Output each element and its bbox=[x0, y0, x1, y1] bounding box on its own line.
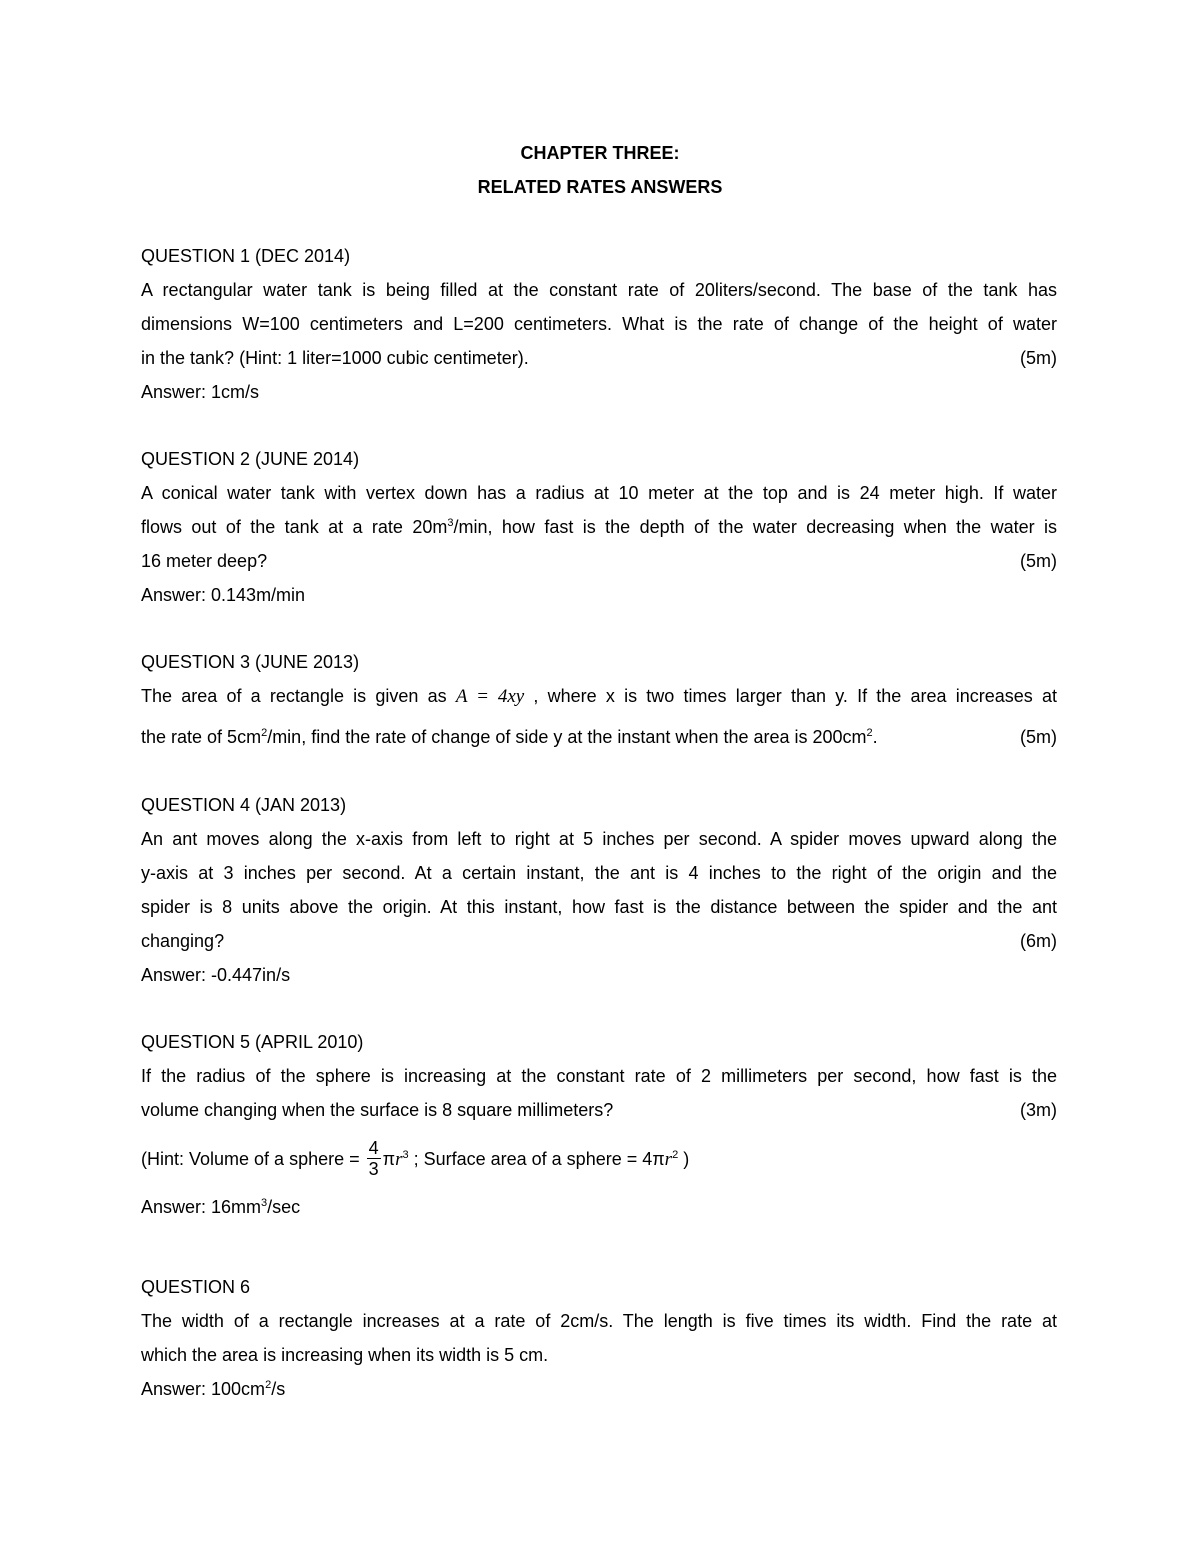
question-1-text-line-1: A rectangular water tank is being filled at the constant rate of 20liters/second. The base of the tank has bbox=[141, 280, 1057, 300]
question-3-text-line-2: the rate of $5cm^2/\min$, find the rate of change of side y at the instant when the area is $200cm^2$. bbox=[141, 727, 878, 747]
question-4-heading: QUESTION 4 (JAN 2013) bbox=[141, 795, 347, 815]
question-5-answer: Answer: $16mm^3/\sec$ bbox=[141, 1197, 301, 1217]
question-4-answer: Answer: -0.447in/s bbox=[141, 965, 291, 985]
question-2-answer: Answer: 0.143m/min bbox=[141, 585, 306, 605]
question-1-text-line-2: dimensions W=100 centimeters and L=200 centimeters. What is the rate of change of the height of water bbox=[141, 314, 1057, 334]
area-formula: A = 4xy bbox=[455, 686, 525, 707]
question-5-hint: (Hint: Volume of a sphere = $\frac{4}{3}$ $\pi r^3$ ; Surface area of a sphere = $4\pi r^2$ ) bbox=[141, 1137, 690, 1179]
question-5-text-line-2: volume changing when the surface is 8 square millimeters? bbox=[141, 1100, 614, 1120]
question-4-text-line-4: changing? bbox=[141, 931, 225, 951]
question-2-heading: QUESTION 2 (JUNE 2014) bbox=[141, 449, 360, 469]
question-3-heading: QUESTION 3 (JUNE 2013) bbox=[141, 652, 360, 672]
question-2-text-line-1: A conical water tank with vertex down has a radius at 10 meter at the top and is 24 meter high. If water bbox=[141, 483, 1057, 503]
question-1-heading: QUESTION 1 (DEC 2014) bbox=[141, 246, 351, 266]
question-4-text-line-1: An ant moves along the x-axis from left to right at 5 inches per second. A spider moves upward along the bbox=[141, 829, 1057, 849]
question-2-marks: (5m) bbox=[1020, 551, 1057, 571]
question-5-heading: QUESTION 5 (APRIL 2010) bbox=[141, 1032, 364, 1052]
question-6-text-line-1: The width of a rectangle increases at a rate of 2cm/s. The length is five times its width. Find the rate at bbox=[141, 1311, 1057, 1331]
question-3-text-line-1: The area of a rectangle is given as A = 4xy , where x is two times larger than y. If the area increases at bbox=[141, 686, 1058, 707]
page-title: RELATED RATES ANSWERS bbox=[477, 177, 723, 197]
question-4-text-line-3: spider is 8 units above the origin. At this instant, how fast is the distance between the spider and the ant bbox=[141, 897, 1057, 917]
question-6-heading: QUESTION 6 bbox=[141, 1277, 251, 1297]
question-2-text-line-3: 16 meter deep? bbox=[141, 551, 268, 571]
question-5-text-line-1: If the radius of the sphere is increasing at the constant rate of 2 millimeters per second, how fast is the bbox=[141, 1066, 1057, 1086]
question-1-text-line-3: in the tank? (Hint: 1 liter=1000 cubic centimeter). bbox=[141, 348, 529, 368]
question-2-text-line-2: flows out of the tank at a rate $20m^3/\min$, how fast is the depth of the water decreasing when the water is bbox=[141, 517, 1058, 537]
question-1-marks: (5m) bbox=[1020, 348, 1057, 368]
four-thirds-fraction: $\frac{4}{3}$ bbox=[368, 1137, 379, 1179]
question-3-marks: (5m) bbox=[1020, 727, 1057, 747]
question-4-text-line-2: y-axis at 3 inches per second. At a certain instant, the ant is 4 inches to the right of the origin and the bbox=[141, 863, 1057, 883]
question-5-marks: (3m) bbox=[1020, 1100, 1057, 1120]
question-1-answer: Answer: 1cm/s bbox=[141, 382, 260, 402]
question-6-text-line-2: which the area is increasing when its width is 5 cm. bbox=[141, 1345, 549, 1365]
question-6-answer: Answer: $100cm^2/s$ bbox=[141, 1379, 286, 1399]
question-4-marks: (6m) bbox=[1020, 931, 1057, 951]
chapter-heading: CHAPTER THREE: bbox=[520, 143, 680, 163]
